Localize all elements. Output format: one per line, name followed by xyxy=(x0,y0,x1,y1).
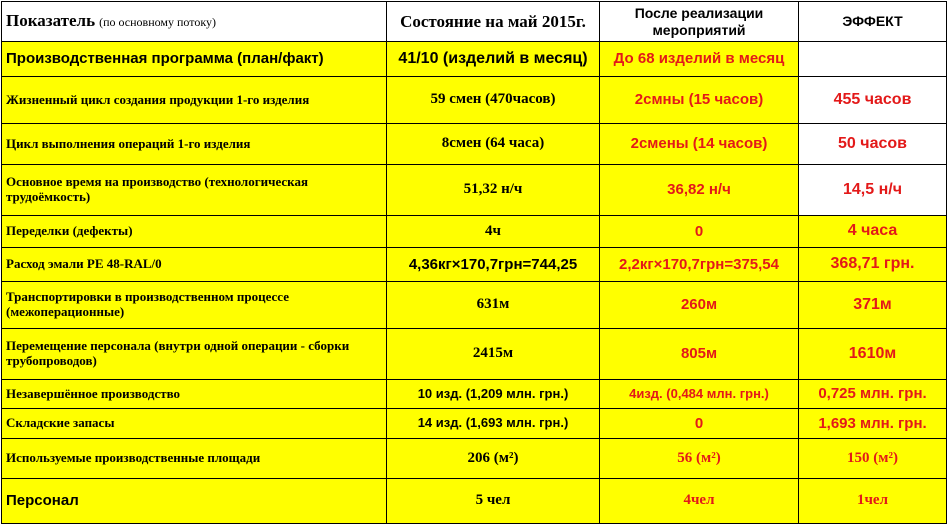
row-label: Перемещение персонала (внутри одной операции - сборки трубопроводов) xyxy=(2,329,387,380)
row-state: 59 смен (470часов) xyxy=(387,77,600,124)
table-row xyxy=(2,248,947,282)
table-row xyxy=(2,216,947,248)
row-effect xyxy=(799,42,947,77)
row-effect: 150 (м²) xyxy=(799,439,947,479)
table-row xyxy=(2,439,947,479)
row-label: Складские запасы xyxy=(2,409,387,439)
table-row xyxy=(2,124,947,165)
row-label: Используемые производственные площади xyxy=(2,439,387,479)
row-label: Переделки (дефекты) xyxy=(2,216,387,248)
row-effect: 50 часов xyxy=(799,124,947,165)
row-effect: 1,693 млн. грн. xyxy=(799,409,947,439)
row-label: Транспортировки в производственном процессе (межоперационные) xyxy=(2,282,387,329)
row-state: 10 изд. (1,209 млн. грн.) xyxy=(387,380,600,409)
row-effect: 368,71 грн. xyxy=(799,248,947,282)
row-label: Персонал xyxy=(2,479,387,524)
row-after: 56 (м²) xyxy=(600,439,799,479)
header-indicator-note: (по основному потоку) xyxy=(99,15,217,30)
row-after: До 68 изделий в месяц xyxy=(600,42,799,77)
row-state: 5 чел xyxy=(387,479,600,524)
row-label: Жизненный цикл создания продукции 1-го изделия xyxy=(2,77,387,124)
row-label: Незавершённое производство xyxy=(2,380,387,409)
table-row xyxy=(2,479,947,524)
row-effect: 4 часа xyxy=(799,216,947,248)
row-after: 805м xyxy=(600,329,799,380)
row-after: 36,82 н/ч xyxy=(600,165,799,216)
table-row xyxy=(2,165,947,216)
row-label: Цикл выполнения операций 1-го изделия xyxy=(2,124,387,165)
row-effect: 1610м xyxy=(799,329,947,380)
row-effect: 0,725 млн. грн. xyxy=(799,380,947,409)
row-after: 0 xyxy=(600,216,799,248)
row-after: 2смны (15 часов) xyxy=(600,77,799,124)
table-row xyxy=(2,42,947,77)
row-effect: 455 часов xyxy=(799,77,947,124)
header-effect: ЭФФЕКТ xyxy=(799,2,947,42)
table-row xyxy=(2,409,947,439)
row-label: Основное время на производство (технологическая трудоёмкость) xyxy=(2,165,387,216)
row-state: 41/10 (изделий в месяц) xyxy=(387,42,600,77)
row-state: 2415м xyxy=(387,329,600,380)
row-after: 4изд. (0,484 млн. грн.) xyxy=(600,380,799,409)
row-state: 631м xyxy=(387,282,600,329)
table-row xyxy=(2,380,947,409)
row-effect: 371м xyxy=(799,282,947,329)
header-state: Состояние на май 2015г. xyxy=(387,2,600,42)
indicators-table xyxy=(1,1,947,524)
header-after: После реализации мероприятий xyxy=(600,2,799,42)
table-row xyxy=(2,282,947,329)
table-row xyxy=(2,329,947,380)
row-state: 14 изд. (1,693 млн. грн.) xyxy=(387,409,600,439)
row-label: Производственная программа (план/факт) xyxy=(2,42,387,77)
row-after: 4чел xyxy=(600,479,799,524)
row-effect: 1чел xyxy=(799,479,947,524)
header-indicator: Показатель xyxy=(6,11,96,31)
row-state: 206 (м²) xyxy=(387,439,600,479)
header-indicator-cell xyxy=(2,2,387,42)
row-state: 51,32 н/ч xyxy=(387,165,600,216)
row-effect: 14,5 н/ч xyxy=(799,165,947,216)
row-state: 4ч xyxy=(387,216,600,248)
table-row xyxy=(2,77,947,124)
row-after: 2смены (14 часов) xyxy=(600,124,799,165)
row-label: Расход эмали PE 48-RAL/0 xyxy=(2,248,387,282)
row-after: 0 xyxy=(600,409,799,439)
row-state: 8смен (64 часа) xyxy=(387,124,600,165)
header-row xyxy=(2,2,947,42)
row-after: 2,2кг×170,7грн=375,54 xyxy=(600,248,799,282)
row-state: 4,36кг×170,7грн=744,25 xyxy=(387,248,600,282)
row-after: 260м xyxy=(600,282,799,329)
